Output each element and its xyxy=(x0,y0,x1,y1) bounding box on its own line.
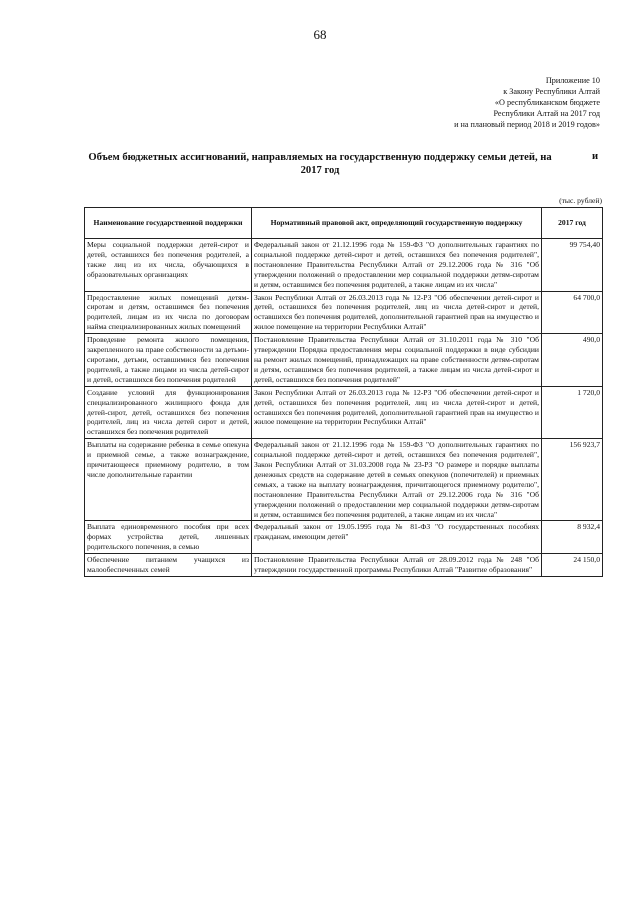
table-row xyxy=(85,334,603,387)
table-row xyxy=(85,239,603,292)
amount-cell: 490,0 xyxy=(542,334,603,387)
amount-cell: 8 932,4 xyxy=(542,521,603,554)
header-legal-act: Нормативный правовой акт, определяющий государственную поддержку xyxy=(252,208,542,239)
appendix-line: Республики Алтай на 2017 год xyxy=(493,109,600,118)
legal-act-cell: Постановление Правительства Республики Алтай от 31.10.2011 года № 310 "Об утверждении Порядка предоставления меры социальной поддержки в виде субсидии на ремонт жилых помещений, принадлежащих на праве собственности детям-сиротам и детям, оставшимся без попечения родителей, а также лицам из числа детей-сирот и детей, оставшихся без попечения родителей" xyxy=(252,334,542,387)
amount-cell: 64 700,0 xyxy=(542,291,603,334)
header-support-name: Наименование государственной поддержки xyxy=(85,208,252,239)
table-row xyxy=(85,386,603,439)
title-side-letter: и xyxy=(592,151,599,162)
table-row xyxy=(85,554,603,577)
support-name-cell: Выплата единовременного пособия при всех формах устройства детей, лишенных родительского попечения, в семью xyxy=(85,521,252,554)
amount-cell: 156 923,7 xyxy=(542,439,603,521)
appendix-line: к Закону Республики Алтай xyxy=(503,87,600,96)
appendix-note xyxy=(300,75,600,130)
support-name-cell: Обеспечение питанием учащихся из малообеспеченных семей xyxy=(85,554,252,577)
page-number: 68 xyxy=(313,27,327,42)
appendix-line: и на плановый период 2018 и 2019 годов» xyxy=(454,120,600,129)
table-row xyxy=(85,439,603,521)
budget-table xyxy=(84,207,603,577)
amount-cell: 99 754,40 xyxy=(542,239,603,292)
support-name-cell: Меры социальной поддержки детей-сирот и детей, оставшихся без попечения родителей, а также лиц из их числа, обучающихся в образовательных организациях xyxy=(85,239,252,292)
support-name-cell: Создание условий для функционирования специализированного жилищного фонда для детей-сирот, детей, оставшихся без попечения родителей, лиц из числа детей сирот и детей, оставшихся без попечения родителей xyxy=(85,386,252,439)
appendix-line: Приложение 10 xyxy=(545,76,600,85)
header-year: 2017 год xyxy=(542,208,603,239)
amount-cell: 1 720,0 xyxy=(542,386,603,439)
legal-act-cell: Федеральный закон от 21.12.1996 года № 159-ФЗ "О дополнительных гарантиях по социальной поддержке детей-сирот и детей, оставшихся без попечения родителей", постановление Правительства Республики Алтай от 29.12.2006 года № 316 "Об утверждении положений о предоставлении мер социальной поддержки детям-сиротам и детям, оставшимся без попечения родителей, а также лицам из их числа" xyxy=(252,239,542,292)
support-name-cell: Предоставление жилых помещений детям-сиротам и детям, оставшимся без попечения родителей, лицам из их числа по договорам найма специализированных жилых помещений xyxy=(85,291,252,334)
units-label: (тыс. рублей) xyxy=(559,196,602,205)
support-name-cell: Проведение ремонта жилого помещения, закрепленного на праве собственности за детьми-сиротами, детьми, оставшимися без попечения родителей, а также лицами из числа детей-сирот и детей, оставшихся без попечения родителей xyxy=(85,334,252,387)
legal-act-cell: Федеральный закон от 19.05.1995 года № 81-ФЗ "О государственных пособиях гражданам, имеющим детей" xyxy=(252,521,542,554)
legal-act-cell: Федеральный закон от 21.12.1996 года № 159-ФЗ "О дополнительных гарантиях по социальной поддержке детей-сирот и детей, оставшихся без попечения родителей", Закон Республики Алтай от 31.03.2008 года № 23-РЗ "О размере и порядке выплаты денежных средств на содержание детей в семьях опекунов (попечителей) и приемных семьях, а также на выплату вознаграждения, причитающегося приемному родителю", постановление Правительства Республики Алтай от 29.12.2006 года № 316 "Об утверждении положений о предоставлении мер социальной поддержки детям-сиротам и детям, оставшимся без попечения родителей, а также лицам из их числа" xyxy=(252,439,542,521)
amount-cell: 24 150,0 xyxy=(542,554,603,577)
table-header-row xyxy=(85,208,603,239)
legal-act-cell: Закон Республики Алтай от 26.03.2013 года № 12-РЗ "Об обеспечении детей-сирот и детей, оставшихся без попечения родителей, лиц из числа детей-сирот и детей, оставшихся без попечения родителей, дополнительной гарантией прав на имущество и жилое помещение на территории Республики Алтай" xyxy=(252,386,542,439)
table-row xyxy=(85,291,603,334)
legal-act-cell: Закон Республики Алтай от 26.03.2013 года № 12-РЗ "Об обеспечении детей-сирот и детей, оставшихся без попечения родителей, лиц из числа детей-сирот и детей, оставшихся без попечения родителей, дополнительной гарантией прав на имущество и жилое помещение на территории Республики Алтай" xyxy=(252,291,542,334)
table-row xyxy=(85,521,603,554)
document-title: Объем бюджетных ассигнований, направляемых на государственную поддержку семьи детей, на 2017 год xyxy=(88,152,552,176)
support-name-cell: Выплаты на содержание ребенка в семье опекуна и приемной семье, а также вознаграждение, причитающееся приемному родителю, в том числе дополнительные гарантии xyxy=(85,439,252,521)
appendix-line: «О республиканском бюджете xyxy=(494,98,600,107)
legal-act-cell: Постановление Правительства Республики Алтай от 28.09.2012 года № 248 "Об утверждении государственной программы Республики Алтай "Развитие образования" xyxy=(252,554,542,577)
